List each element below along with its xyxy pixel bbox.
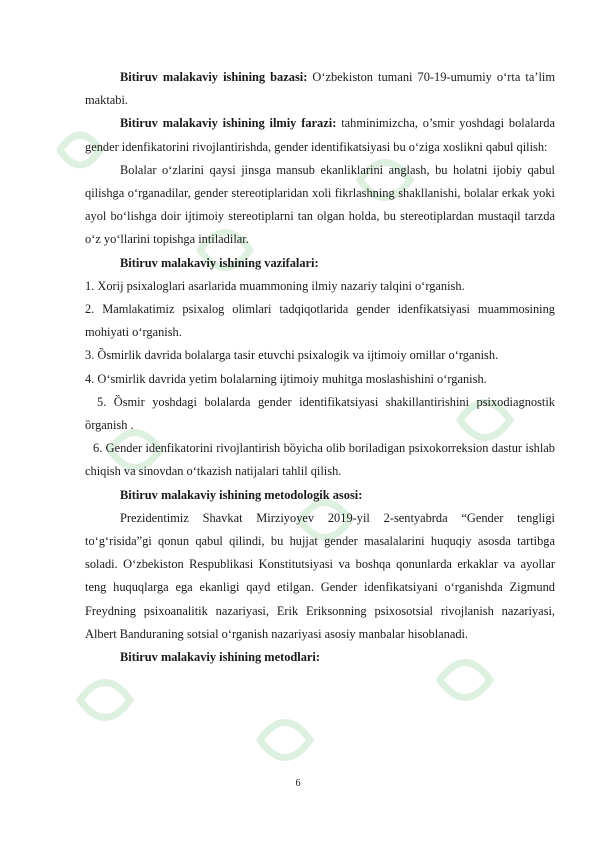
section-heading-methodology: Bitiruv malakaviy ishining metodologik asosi: bbox=[120, 487, 363, 502]
paragraph-text: tahminimizcha, o’smir yoshdagi bolalarda gender idenfikatorini rivojlantirishda, gender identifikatsiyasi bu o‘ziga xoslikni qabul qilish: bbox=[85, 116, 555, 154]
list-item: 1. Xorij psixaloglari asarlarida muammoning ilmiy nazariy talqini o‘rganish. bbox=[85, 278, 465, 293]
list-item: 3. Ȍsmirlik davrida bolalarga tasir etuvchi psixalogik va ijtimoiy omillar o‘rganish. bbox=[85, 348, 499, 363]
paragraph-hypothesis bbox=[85, 112, 555, 158]
list-item: 5. Ȍsmir yoshdagi bolalarda gender identifikatsiyasi shakillantirishini psixodiagnostik ȍrganish . bbox=[85, 394, 555, 433]
list-item: 4. O‘smirlik davrida yetim bolalarning ijtimoiy muhitga moslashishini o‘rganish. bbox=[85, 371, 487, 386]
paragraph-label: Bitiruv malakaviy ishining ilmiy farazi: bbox=[120, 116, 337, 131]
section-heading-methods: Bitiruv malakaviy ishining metodlari: bbox=[120, 650, 320, 665]
document-body bbox=[85, 66, 555, 669]
paragraph-body: Bolalar o‘zlarini qaysi jinsga mansub ekanliklarini anglash, bu holatni ijobiy qabul qilishga o‘rganadilar, gender stereotiplaridan xoli fikrlashning shakllanishi, bolalar erkak yoki ayol bo‘lishga doir ijtimoiy stereotiplarni tan olgan holda, bu stereotiplardan mustaqil tarzda o‘z yo‘llarini topishga intiladilar. bbox=[85, 162, 555, 247]
watermark-mark bbox=[260, 723, 310, 758]
paragraph-text: O‘zbekiston tumani 70-19-umumiy o‘rta ta’lim maktabi. bbox=[85, 70, 555, 108]
watermark-mark bbox=[80, 683, 130, 718]
section-heading-tasks: Bitiruv malakaviy ishining vazifalari: bbox=[120, 255, 319, 270]
page-number: 6 bbox=[295, 778, 301, 789]
paragraph-body: Prezidentimiz Shavkat Mirziyoyev 2019-yil 2-sentyabrda “Gender tengligi to‘g‘risida”gi qonun qabul qilindi, bu hujjat gender masalalarini huquqiy asosda tartibga soladi. O‘zbekiston Respublikasi Konstitutsiyasi va boshqa qonunlarda erkaklar va ayollar teng huquqlarga ega ekanligi qayd etilgan. Gender idenfikatsiyani o‘rganishda Zigmund Freydning psixoanalitik nazariyasi, Erik Eriksonning psixosotsial rivojlanish nazariyasi, Albert Banduraning sotsial o‘rganish nazariyasi asosiy manbalar hisoblanadi. bbox=[85, 510, 555, 641]
list-item: 2. Mamlakatimiz psixalog olimlari tadqiqotlarida gender idenfikatsiyasi muammosining mohiyati o‘rganish. bbox=[85, 302, 555, 340]
list-item: 6. Gender idenfikatorini rivojlantirish bȍyicha olib boriladigan psixokorreksion dastur ishlab chiqish va sinovdan o‘tkazish natijalari tahlil qilish. bbox=[85, 441, 555, 479]
paragraph-base bbox=[85, 66, 555, 112]
paragraph-label: Bitiruv malakaviy ishining bazasi: bbox=[120, 70, 308, 84]
